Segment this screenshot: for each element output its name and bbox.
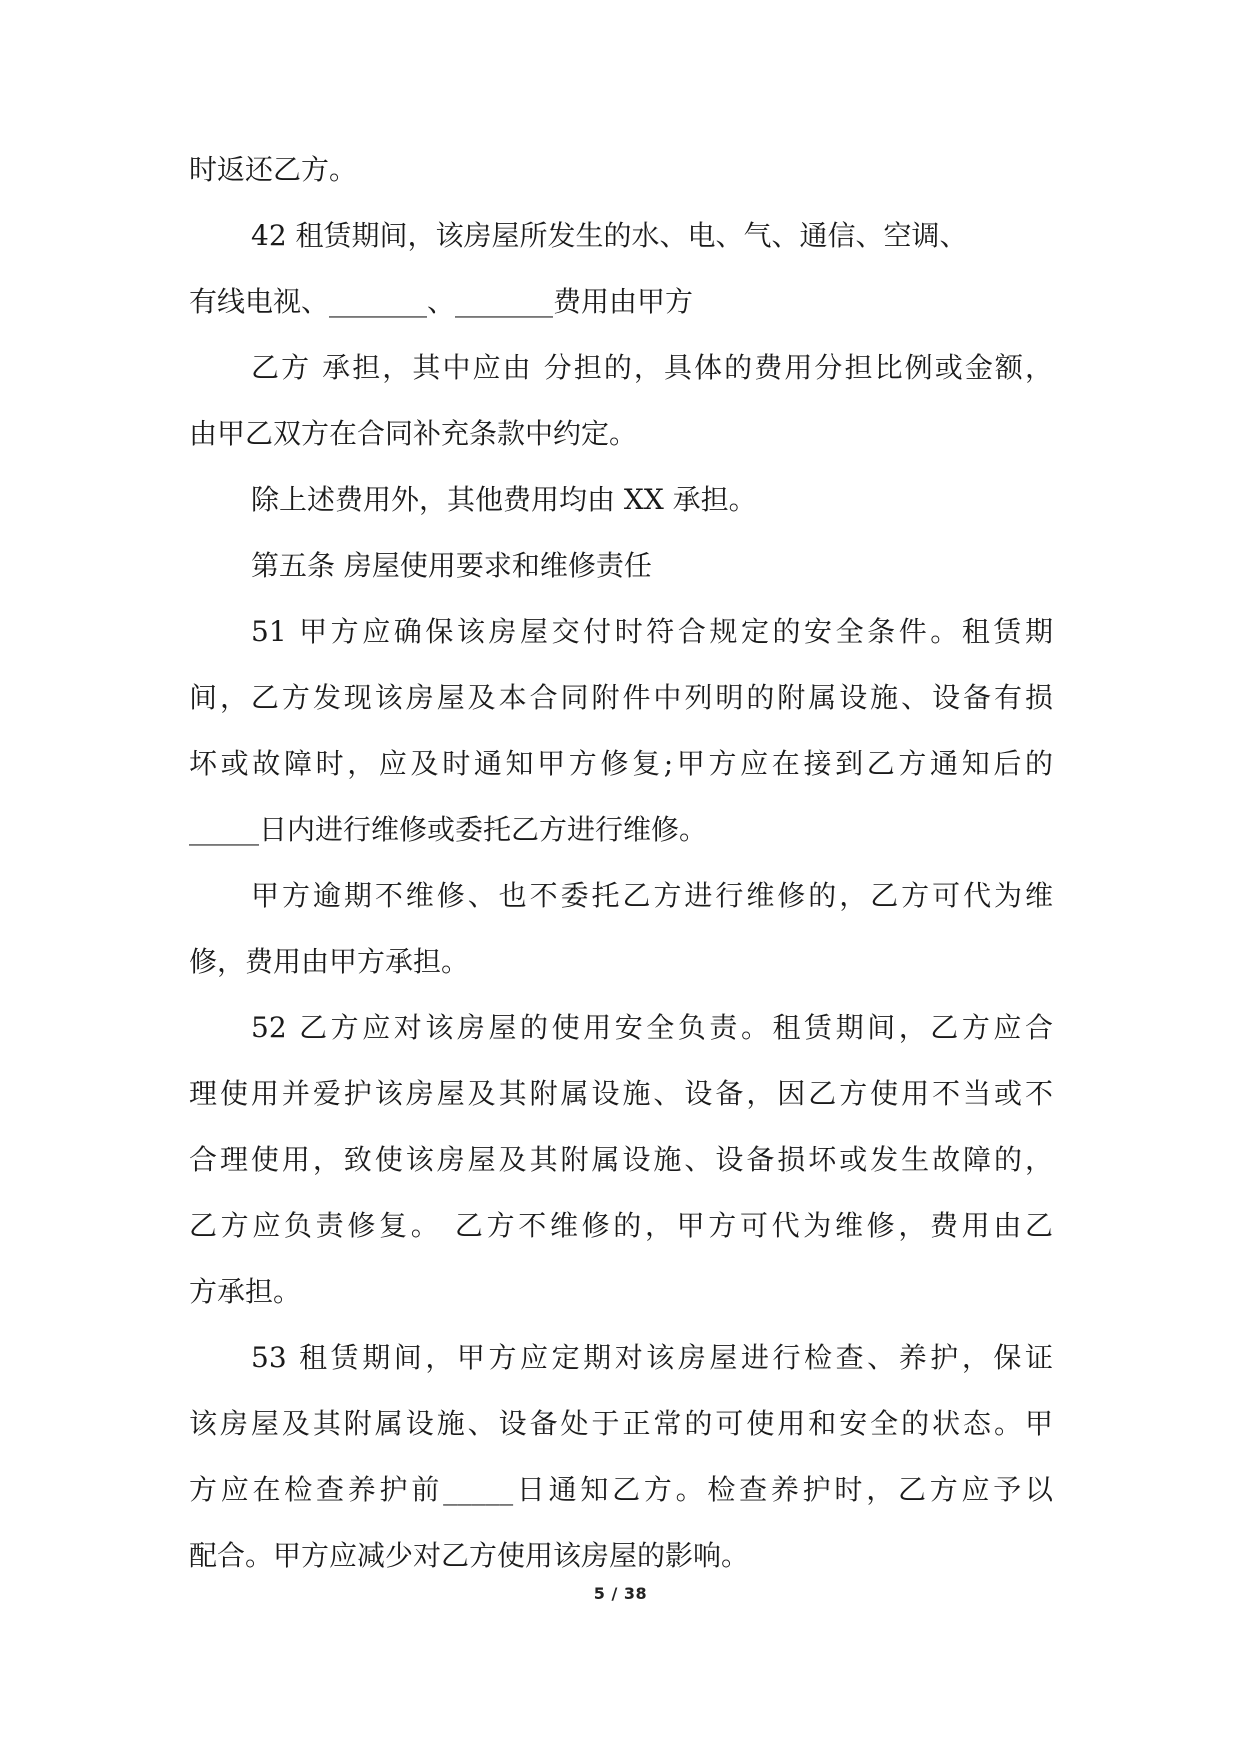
clause-5-1-line-4: _____日内进行维修或委托乙方进行维修。 — [189, 813, 708, 846]
clause-5-2-line-1: 52 乙方应对该房屋的使用安全负责。租赁期间，乙方应合 — [251, 1011, 1053, 1044]
clause-5-3-line-4: 配合。甲方应减少对乙方使用该房屋的影响。 — [189, 1539, 750, 1572]
clause-5-1-line-1: 51 甲方应确保该房屋交付时符合规定的安全条件。租赁期 — [251, 615, 1053, 648]
article-5-heading: 第五条 房屋使用要求和维修责任 — [251, 549, 652, 582]
clause-4-2-line-2: 有线电视、_______、_______费用由甲方 — [189, 285, 694, 318]
clause-5-1-line-3: 坏或故障时，应及时通知甲方修复;甲方应在接到乙方通知后的 — [189, 747, 1053, 780]
clause-5-3-line-1: 53 租赁期间，甲方应定期对该房屋进行检查、养护，保证 — [251, 1341, 1053, 1374]
clause-4-2-line-1: 42 租赁期间，该房屋所发生的水、电、气、通信、空调、 — [251, 219, 968, 252]
clause-4-2-line-3: 乙方 承担，其中应由 分担的，具体的费用分担比例或金额， — [251, 351, 1053, 384]
other-fees-line: 除上述费用外，其他费用均由 XX 承担。 — [251, 483, 757, 516]
clause-5-2-line-2: 理使用并爱护该房屋及其附属设施、设备，因乙方使用不当或不 — [189, 1077, 1053, 1110]
text-line-1: 时返还乙方。 — [189, 153, 358, 186]
clause-5-3-line-3: 方应在检查养护前_____日通知乙方。检查养护时，乙方应予以 — [189, 1473, 1053, 1506]
clause-5-1-line-5: 甲方逾期不维修、也不委托乙方进行维修的，乙方可代为维 — [251, 879, 1053, 912]
clause-5-1-line-2: 间，乙方发现该房屋及本合同附件中列明的附属设施、设备有损 — [189, 681, 1053, 714]
clause-5-2-line-5: 方承担。 — [189, 1275, 302, 1308]
page-number: 5 / 38 — [593, 1584, 648, 1603]
clause-5-2-line-4: 乙方应负责修复。 乙方不维修的，甲方可代为维修，费用由乙 — [189, 1209, 1053, 1242]
clause-4-2-line-4: 由甲乙双方在合同补充条款中约定。 — [189, 417, 638, 450]
clause-5-2-line-3: 合理使用，致使该房屋及其附属设施、设备损坏或发生故障的， — [189, 1143, 1053, 1176]
document-body — [189, 148, 1053, 1600]
clause-5-1-line-6: 修，费用由甲方承担。 — [189, 945, 470, 978]
clause-5-3-line-2: 该房屋及其附属设施、设备处于正常的可使用和安全的状态。甲 — [189, 1407, 1053, 1440]
